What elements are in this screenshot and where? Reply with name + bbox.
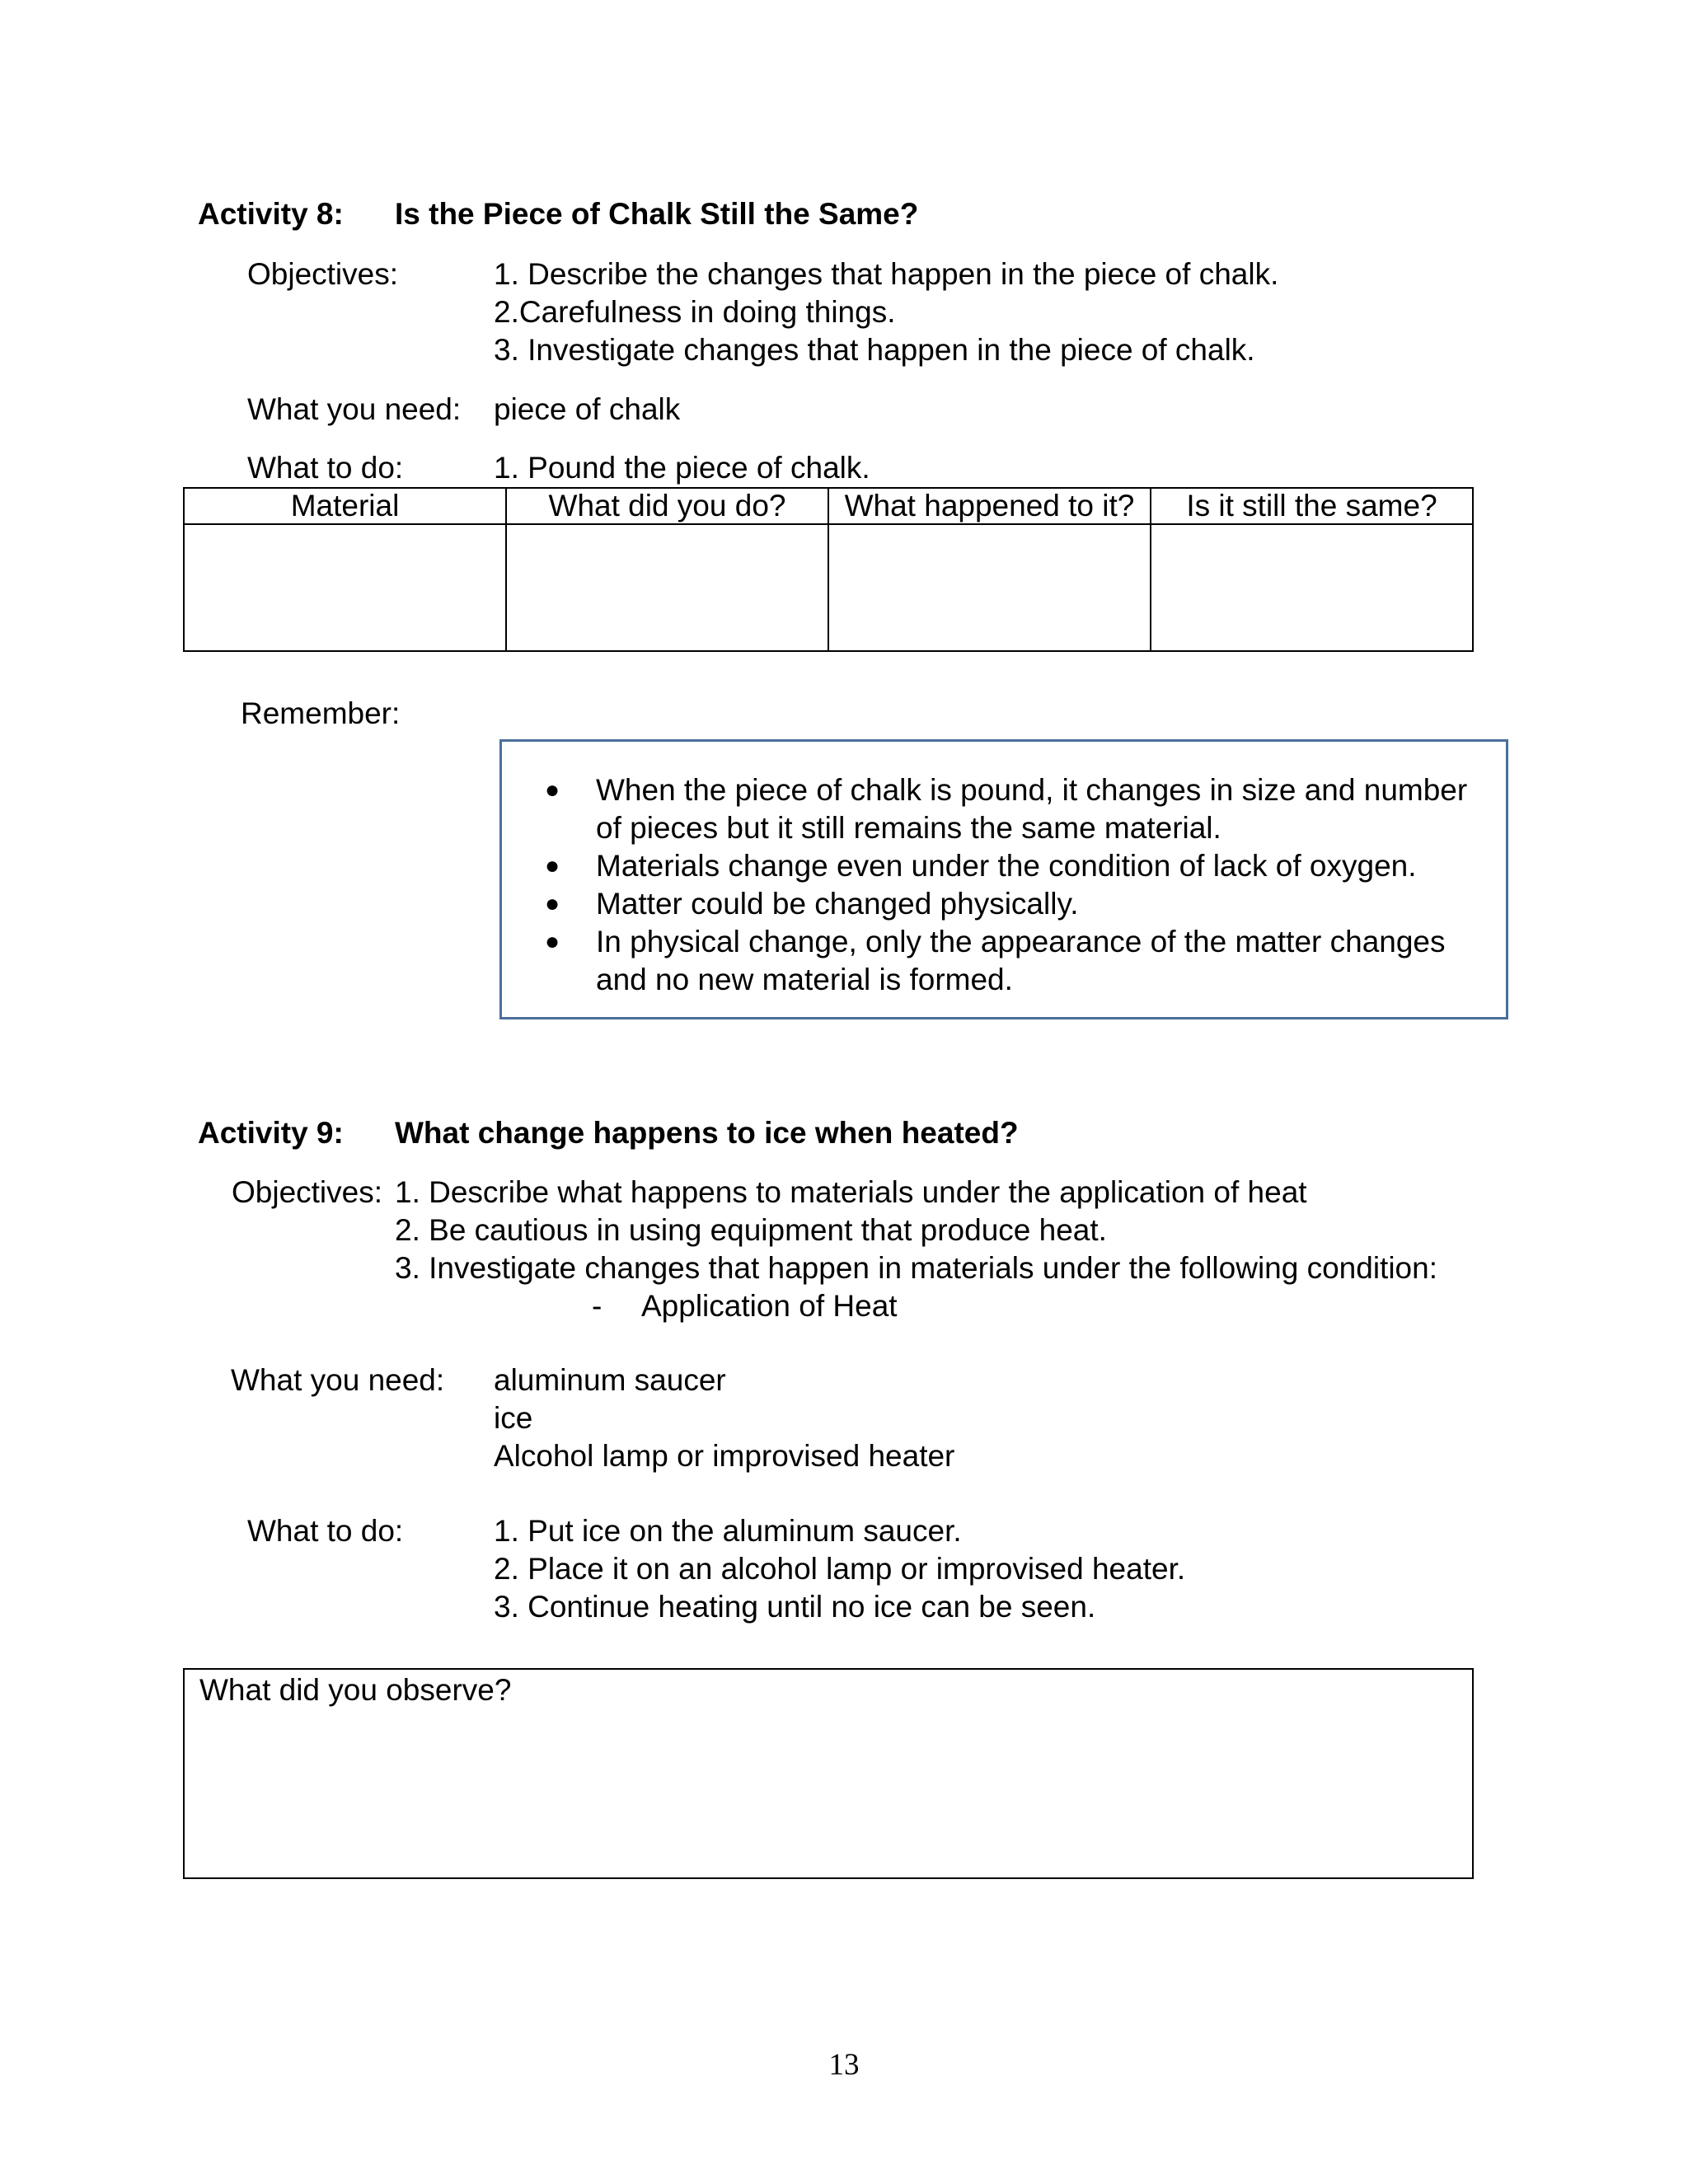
activity9-need-item-1: aluminum saucer — [494, 1363, 726, 1397]
remember-item-text: Matter could be changed physically. — [596, 887, 1079, 921]
activity9-need-label: What you need: — [231, 1363, 445, 1397]
bullet-icon: ● — [545, 852, 560, 879]
activity8-remember-label: Remember: — [241, 696, 401, 730]
activity9-objective-1: 1. Describe what happens to materials under the application of heat — [395, 1175, 1307, 1209]
activity8-objective-1: 1. Describe the changes that happen in the piece of chalk. — [494, 257, 1279, 291]
activity8-label: Activity 8: — [198, 197, 344, 231]
table-header-material: Material — [184, 488, 506, 524]
activity8-need-label: What you need: — [247, 392, 462, 426]
remember-item-text: Materials change even under the condition of lack of oxygen. — [596, 849, 1417, 883]
activity9-label: Activity 9: — [198, 1116, 344, 1150]
table-cell-what-happened[interactable] — [828, 524, 1151, 651]
activity8-objective-2: 2.Carefulness in doing things. — [494, 295, 896, 329]
activity9-todo-label: What to do: — [247, 1514, 404, 1548]
remember-list — [502, 771, 1506, 999]
activity9-need-item-2: ice — [494, 1401, 533, 1435]
activity8-need-item: piece of chalk — [494, 392, 681, 426]
activity9-todo-step-3: 3. Continue heating until no ice can be seen. — [494, 1590, 1096, 1624]
activity9-todo-step-2: 2. Place it on an alcohol lamp or improvised heater. — [494, 1552, 1186, 1586]
activity9-todo-step-1: 1. Put ice on the aluminum saucer. — [494, 1514, 962, 1548]
page-number: 13 — [828, 2048, 860, 2082]
activity8-title: Is the Piece of Chalk Still the Same? — [395, 197, 919, 231]
bullet-icon: ● — [545, 890, 560, 917]
table-header-still-same: Is it still the same? — [1151, 488, 1473, 524]
table-row — [184, 524, 1473, 651]
remember-item — [502, 771, 1506, 847]
activity9-objectives-label: Objectives: — [232, 1175, 383, 1209]
remember-box — [499, 739, 1508, 1019]
remember-item — [502, 885, 1506, 923]
activity9-condition-dash: - — [592, 1289, 603, 1323]
bullet-icon: ● — [545, 928, 560, 955]
bullet-icon: ● — [545, 776, 560, 804]
remember-item-text: In physical change, only the appearance of the matter changes and no new material is formed. — [596, 925, 1446, 996]
remember-item — [502, 847, 1506, 885]
observation-label: What did you observe? — [199, 1673, 512, 1707]
table-cell-material[interactable] — [184, 524, 506, 651]
activity9-need-item-3: Alcohol lamp or improvised heater — [494, 1439, 955, 1473]
activity8-todo-step: 1. Pound the piece of chalk. — [494, 451, 870, 485]
table-header-row — [184, 488, 1473, 524]
activity9-objective-2: 2. Be cautious in using equipment that produce heat. — [395, 1213, 1107, 1247]
remember-item-text: When the piece of chalk is pound, it changes in size and number of pieces but it still remains the same material. — [596, 773, 1468, 845]
activity8-objective-3: 3. Investigate changes that happen in the piece of chalk. — [494, 333, 1255, 367]
activity9-condition: Application of Heat — [641, 1289, 898, 1323]
table-header-what-did-you-do: What did you do? — [506, 488, 828, 524]
table-cell-still-same[interactable] — [1151, 524, 1473, 651]
table-cell-what-did-you-do[interactable] — [506, 524, 828, 651]
activity9-title: What change happens to ice when heated? — [395, 1116, 1019, 1150]
observation-box[interactable] — [183, 1668, 1474, 1879]
activity8-objectives-label: Objectives: — [247, 257, 399, 291]
activity9-objective-3: 3. Investigate changes that happen in materials under the following condition: — [395, 1251, 1437, 1285]
table-header-what-happened: What happened to it? — [828, 488, 1151, 524]
remember-item — [502, 923, 1506, 999]
activity8-todo-label: What to do: — [247, 451, 404, 485]
activity8-table — [183, 487, 1474, 652]
